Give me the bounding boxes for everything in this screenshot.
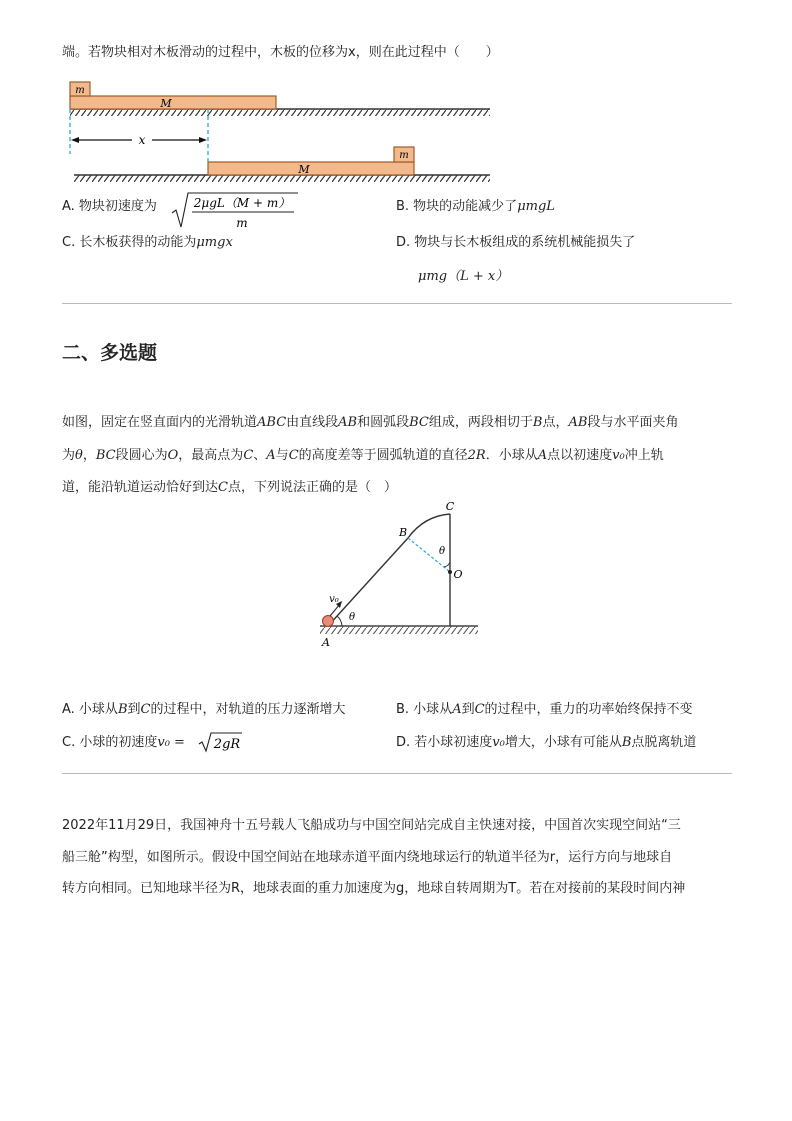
svg-text:2μgL（M + m）: 2μgL（M + m）	[193, 196, 291, 210]
disp-label: x	[138, 133, 146, 147]
q1-option-d: D. 物块与长木板组成的系统机械能损失了	[396, 235, 636, 250]
q3-line-2: 船三舱”构型，如图所示。假设中国空间站在地球赤道平面内绕地球运行的轨道半径为r，运行方向与地球自	[62, 850, 673, 865]
svg-text:m: m	[236, 216, 248, 230]
q1-option-c: C. 长木板获得的动能为μmgx	[62, 235, 233, 250]
q2-line-2: 为θ，BC段圆心为O，最高点为C、A与C的高度差等于圆弧轨道的直径2R．小球从A点以初速度v₀冲上轨	[62, 448, 664, 463]
q1-figure	[62, 78, 492, 190]
svg-text:θ: θ	[438, 546, 446, 557]
q1-option-a-sqrt	[170, 191, 300, 231]
svg-text:B: B	[398, 526, 408, 539]
q1-option-a: A. 物块初速度为	[62, 199, 157, 214]
svg-text:A: A	[322, 636, 330, 649]
divider	[62, 773, 732, 774]
board-bottom	[208, 162, 414, 175]
svg-text:O: O	[453, 568, 463, 581]
svg-text:2gR: 2gR	[213, 737, 241, 752]
q2-option-b: B. 小球从A到C的过程中，重力的功率始终保持不变	[396, 702, 693, 717]
board-top	[70, 96, 276, 109]
q2-option-c-sqrt	[198, 731, 244, 753]
q2-option-a: A. 小球从B到C的过程中，对轨道的压力逐渐增大	[62, 702, 346, 717]
board-top-label: M	[160, 97, 172, 110]
ball	[323, 616, 334, 627]
board-bottom-label: M	[298, 163, 310, 176]
q1-option-b: B. 物块的动能减少了μmgL	[396, 199, 555, 214]
q1-stem: 端。若物块相对木板滑动的过程中，木板的位移为x，则在此过程中（ ）	[62, 45, 499, 60]
q1-option-d-expr: μmg（L + x）	[418, 269, 509, 284]
track-ab	[328, 538, 408, 626]
q2-line-3: 道，能沿轨道运动恰好到达C点，下列说法正确的是（ ）	[62, 480, 397, 495]
track-bc	[408, 514, 450, 538]
q2-figure	[312, 500, 482, 650]
svg-text:θ: θ	[348, 612, 356, 623]
block-top-label: m	[75, 85, 85, 96]
q2-option-c: C. 小球的初速度v₀ =	[62, 735, 185, 750]
q3-line-1: 2022年11月29日，我国神舟十五号载人飞船成功与中国空间站完成自主快速对接，中国首次实现空间站“三	[62, 818, 681, 833]
svg-text:C: C	[445, 500, 455, 513]
svg-text:v₀: v₀	[329, 594, 339, 605]
divider	[62, 303, 732, 304]
q2-line-1: 如图，固定在竖直面内的光滑轨道ABC由直线段AB和圆弧段BC组成，两段相切于B点，AB段与水平面夹角	[62, 415, 679, 430]
block-bottom-label: m	[399, 150, 409, 161]
q3-line-3: 转方向相同。已知地球半径为R，地球表面的重力加速度为g，地球自转周期为T。若在对接前的某段时间内神	[62, 881, 686, 896]
section-title: 二、多选题	[62, 342, 158, 364]
q2-option-d: D. 若小球初速度v₀增大，小球有可能从B点脱离轨道	[396, 735, 697, 750]
